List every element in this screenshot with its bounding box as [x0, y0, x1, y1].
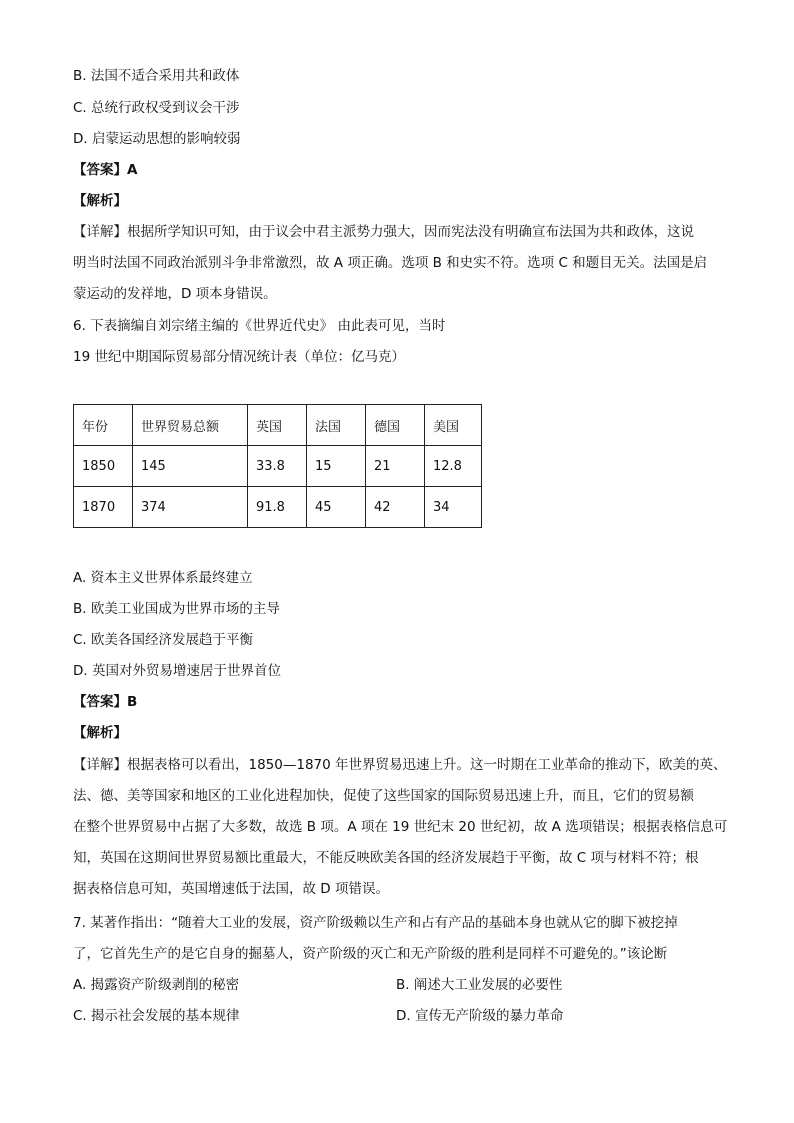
- q6-option-a: A. 资本主义世界体系最终建立: [73, 570, 253, 586]
- q5-option-d: D. 启蒙运动思想的影响较弱: [73, 131, 241, 147]
- table-cell: 12.8: [425, 446, 482, 487]
- table-header-cell: 美国: [425, 405, 482, 446]
- table-cell: 33.8: [248, 446, 307, 487]
- q6-stem: 6. 下表摘编自刘宗绪主编的《世界近代史》 由此表可见，当时: [73, 318, 446, 334]
- q7-option-c: C. 揭示社会发展的基本规律: [73, 1008, 240, 1024]
- q6-detail-line: 法、德、美等国家和地区的工业化进程加快，促使了这些国家的国际贸易迅速上升，而且，它们的贸易额: [73, 788, 694, 804]
- q5-answer: 【答案】A: [73, 162, 138, 178]
- table-row: [74, 487, 482, 528]
- table-header-cell: 法国: [307, 405, 366, 446]
- table-cell: 21: [366, 446, 425, 487]
- table-row: [74, 446, 482, 487]
- q6-analysis-label: 【解析】: [73, 725, 127, 741]
- q7-option-a: A. 揭露资产阶级剥削的秘密: [73, 977, 240, 993]
- table-cell: 34: [425, 487, 482, 528]
- q6-detail-line: 在整个世界贸易中占据了大多数，故选 B 项。A 项在 19 世纪末 20 世纪初，故 A 选项错误；根据表格信息可: [73, 819, 728, 835]
- q5-detail-line: 【详解】根据所学知识可知，由于议会中君主派势力强大，因而宪法没有明确宣布法国为共和政体，这说: [73, 224, 694, 240]
- q5-analysis-label: 【解析】: [73, 193, 127, 209]
- table-header-cell: 年份: [74, 405, 133, 446]
- q6-detail-line: 知，英国在这期间世界贸易额比重最大，不能反映欧美各国的经济发展趋于平衡，故 C 项与材料不符；根: [73, 850, 699, 866]
- q6-detail: [73, 750, 735, 905]
- table-cell: 91.8: [248, 487, 307, 528]
- q5-detail: [73, 217, 735, 310]
- q7-option-d: D. 宣传无产阶级的暴力革命: [396, 1008, 564, 1024]
- q7-stem: [73, 908, 735, 970]
- q7-stem-line: 了，它首先生产的是它自身的掘墓人，资产阶级的灭亡和无产阶级的胜利是同样不可避免的。”该论断: [73, 946, 668, 962]
- q5-option-b: B. 法国不适合采用共和政体: [73, 68, 240, 84]
- table-cell: 1850: [74, 446, 133, 487]
- q6-option-d: D. 英国对外贸易增速居于世界首位: [73, 663, 281, 679]
- q6-detail-line: 【详解】根据表格可以看出，1850—1870 年世界贸易迅速上升。这一时期在工业革命的推动下，欧美的英、: [73, 757, 727, 773]
- table-cell: 15: [307, 446, 366, 487]
- table-header-row: [74, 405, 482, 446]
- q6-option-b: B. 欧美工业国成为世界市场的主导: [73, 601, 280, 617]
- table-header-cell: 世界贸易总额: [133, 405, 248, 446]
- q6-option-c: C. 欧美各国经济发展趋于平衡: [73, 632, 254, 648]
- q6-answer: 【答案】B: [73, 694, 138, 710]
- table-cell: 145: [133, 446, 248, 487]
- q6-table-caption: 19 世纪中期国际贸易部分情况统计表（单位：亿马克）: [73, 349, 405, 365]
- q7-stem-line: 7. 某著作指出：“随着大工业的发展，资产阶级赖以生产和占有产品的基础本身也就从它的脚下被挖掉: [73, 915, 678, 931]
- table-header-cell: 德国: [366, 405, 425, 446]
- table-cell: 374: [133, 487, 248, 528]
- q5-detail-line: 明当时法国不同政治派别斗争非常激烈，故 A 项正确。选项 B 和史实不符。选项 C 和题目无关。法国是启: [73, 255, 708, 271]
- q5-detail-line: 蒙运动的发祥地，D 项本身错误。: [73, 286, 277, 302]
- q5-option-c: C. 总统行政权受到议会干涉: [73, 100, 240, 116]
- trade-table: [73, 404, 482, 528]
- table-cell: 1870: [74, 487, 133, 528]
- table-cell: 45: [307, 487, 366, 528]
- q6-detail-line: 据表格信息可知，英国增速低于法国，故 D 项错误。: [73, 881, 389, 897]
- table-cell: 42: [366, 487, 425, 528]
- table-header-cell: 英国: [248, 405, 307, 446]
- q7-option-b: B. 阐述大工业发展的必要性: [396, 977, 563, 993]
